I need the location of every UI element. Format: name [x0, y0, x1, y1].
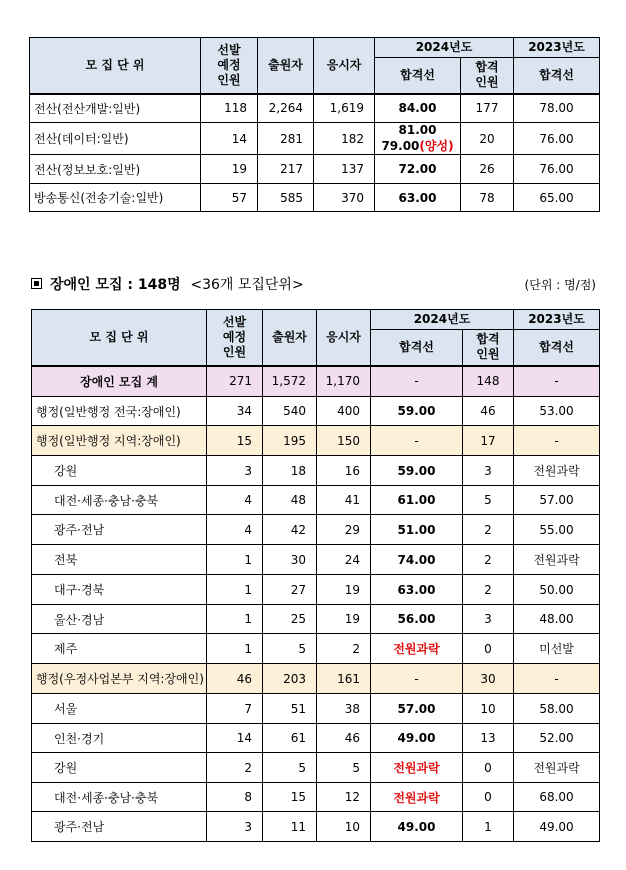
row-prev-cutoff: -: [514, 664, 600, 694]
header-cutoff-prev: 합격선: [514, 330, 600, 366]
row-prev-cutoff: 전원과락: [514, 545, 600, 575]
row-cutoff: 59.00: [371, 397, 463, 426]
row-applicants: 5: [263, 753, 317, 783]
row-applicants: 281: [258, 123, 314, 155]
row-examinees: 161: [317, 664, 371, 694]
row-prev-cutoff: 58.00: [514, 694, 600, 724]
table-row: [30, 184, 600, 212]
header-passers: 합격 인원: [463, 330, 514, 366]
row-planned: 14: [207, 724, 263, 753]
row-unit: 전산(데이터:일반): [30, 123, 201, 155]
row-cutoff: -: [371, 366, 463, 397]
row-unit: 행정(우정사업본부 지역:장애인): [32, 664, 207, 694]
row-applicants: 51: [263, 694, 317, 724]
row-cutoff: 전원과락: [371, 634, 463, 664]
row-passers: 26: [461, 155, 514, 184]
computing-recruitment-table: [29, 37, 600, 212]
row-passers: 2: [463, 545, 514, 575]
row-examinees: 29: [317, 515, 371, 545]
row-unit: 대전·세종·충남·충북: [32, 783, 207, 812]
row-planned: 57: [201, 184, 258, 212]
row-planned: 3: [207, 812, 263, 842]
row-prev-cutoff: -: [514, 426, 600, 456]
row-applicants: 1,572: [263, 366, 317, 397]
row-unit: 행정(일반행정 지역:장애인): [32, 426, 207, 456]
header-unit: 모 집 단 위: [32, 310, 207, 366]
row-applicants: 2,264: [258, 94, 314, 123]
row-passers: 1: [463, 812, 514, 842]
table-row: [32, 753, 600, 783]
row-planned: 1: [207, 634, 263, 664]
table-row: [32, 575, 600, 605]
row-passers: 10: [463, 694, 514, 724]
row-examinees: 370: [314, 184, 375, 212]
row-planned: 1: [207, 605, 263, 634]
row-examinees: 150: [317, 426, 371, 456]
row-examinees: 16: [317, 456, 371, 486]
row-examinees: 10: [317, 812, 371, 842]
row-planned: 271: [207, 366, 263, 397]
row-passers: 3: [463, 456, 514, 486]
row-applicants: 27: [263, 575, 317, 605]
header-passers: 합격 인원: [461, 58, 514, 94]
header-examinees: 응시자: [314, 38, 375, 94]
row-examinees: 1,170: [317, 366, 371, 397]
table-row: [32, 812, 600, 842]
row-examinees: 2: [317, 634, 371, 664]
row-planned: 4: [207, 486, 263, 515]
row-examinees: 19: [317, 605, 371, 634]
row-cutoff: 49.00: [371, 724, 463, 753]
row-prev-cutoff: 전원과락: [514, 753, 600, 783]
row-unit: 제주: [32, 634, 207, 664]
header-planned: 선발 예정 인원: [207, 310, 263, 366]
header-year-2024: 2024년도: [375, 38, 514, 58]
row-applicants: 585: [258, 184, 314, 212]
table-row: [30, 123, 600, 155]
row-examinees: 19: [317, 575, 371, 605]
row-prev-cutoff: 78.00: [514, 94, 600, 123]
header-year-2023: 2023년도: [514, 38, 600, 58]
row-examinees: 41: [317, 486, 371, 515]
row-unit: 광주·전남: [32, 515, 207, 545]
header-examinees: 응시자: [317, 310, 371, 366]
row-applicants: 203: [263, 664, 317, 694]
disabled-recruitment-table: [31, 309, 600, 842]
row-prev-cutoff: 55.00: [514, 515, 600, 545]
header-cutoff: 합격선: [371, 330, 463, 366]
row-planned: 2: [207, 753, 263, 783]
header-applicants: 출원자: [258, 38, 314, 94]
row-passers: 20: [461, 123, 514, 155]
row-applicants: 48: [263, 486, 317, 515]
table-row: [32, 456, 600, 486]
row-prev-cutoff: 48.00: [514, 605, 600, 634]
row-unit: 전산(정보보호:일반): [30, 155, 201, 184]
table-row: [30, 94, 600, 123]
row-applicants: 30: [263, 545, 317, 575]
row-passers: 0: [463, 783, 514, 812]
row-prev-cutoff: 76.00: [514, 155, 600, 184]
row-planned: 7: [207, 694, 263, 724]
row-applicants: 42: [263, 515, 317, 545]
row-unit: 대전·세종·충남·충북: [32, 486, 207, 515]
table-row-subtotal: [32, 426, 600, 456]
header-unit: 모 집 단 위: [30, 38, 201, 94]
row-cutoff: 61.00: [371, 486, 463, 515]
table-row: [32, 397, 600, 426]
row-applicants: 25: [263, 605, 317, 634]
row-planned: 15: [207, 426, 263, 456]
row-examinees: 400: [317, 397, 371, 426]
row-applicants: 18: [263, 456, 317, 486]
row-cutoff: 63.00: [371, 575, 463, 605]
row-passers: 17: [463, 426, 514, 456]
row-planned: 1: [207, 545, 263, 575]
row-cutoff: 57.00: [371, 694, 463, 724]
row-passers: 177: [461, 94, 514, 123]
row-unit: 강원: [32, 753, 207, 783]
row-examinees: 182: [314, 123, 375, 155]
row-prev-cutoff: 57.00: [514, 486, 600, 515]
row-cutoff: 전원과락: [371, 753, 463, 783]
row-applicants: 11: [263, 812, 317, 842]
row-examinees: 46: [317, 724, 371, 753]
row-cutoff: 전원과락: [371, 783, 463, 812]
row-prev-cutoff: 53.00: [514, 397, 600, 426]
row-examinees: 38: [317, 694, 371, 724]
row-passers: 2: [463, 575, 514, 605]
row-cutoff: -: [371, 664, 463, 694]
row-planned: 3: [207, 456, 263, 486]
row-planned: 4: [207, 515, 263, 545]
table-row: [32, 634, 600, 664]
row-planned: 8: [207, 783, 263, 812]
row-unit: 광주·전남: [32, 812, 207, 842]
row-applicants: 61: [263, 724, 317, 753]
row-cutoff: 51.00: [371, 515, 463, 545]
section-title-text: 장애인 모집 : 148명: [50, 277, 181, 293]
row-unit: 인천·경기: [32, 724, 207, 753]
table-row: [32, 515, 600, 545]
row-examinees: 12: [317, 783, 371, 812]
row-examinees: 137: [314, 155, 375, 184]
row-applicants: 5: [263, 634, 317, 664]
row-prev-cutoff: 49.00: [514, 812, 600, 842]
header-cutoff-prev: 합격선: [514, 58, 600, 94]
row-passers: 13: [463, 724, 514, 753]
row-planned: 19: [201, 155, 258, 184]
row-unit: 전산(전산개발:일반): [30, 94, 201, 123]
row-unit: 행정(일반행정 전국:장애인): [32, 397, 207, 426]
row-planned: 118: [201, 94, 258, 123]
row-cutoff: -: [371, 426, 463, 456]
table-row: [32, 724, 600, 753]
row-unit: 울산·경남: [32, 605, 207, 634]
row-prev-cutoff: 76.00: [514, 123, 600, 155]
row-examinees: 24: [317, 545, 371, 575]
row-prev-cutoff: -: [514, 366, 600, 397]
row-cutoff: 84.00: [375, 94, 461, 123]
square-bullet-icon: [31, 278, 42, 289]
row-cutoff: 72.00: [375, 155, 461, 184]
row-applicants: 540: [263, 397, 317, 426]
table-row: [32, 545, 600, 575]
table-row-subtotal: [32, 664, 600, 694]
row-passers: 46: [463, 397, 514, 426]
row-cutoff: 81.00 79.00(양성): [375, 123, 461, 155]
row-applicants: 195: [263, 426, 317, 456]
row-planned: 34: [207, 397, 263, 426]
row-passers: 0: [463, 634, 514, 664]
header-applicants: 출원자: [263, 310, 317, 366]
row-prev-cutoff: 50.00: [514, 575, 600, 605]
table-row-total: [32, 366, 600, 397]
row-cutoff: 49.00: [371, 812, 463, 842]
row-passers: 30: [463, 664, 514, 694]
row-unit: 대구·경북: [32, 575, 207, 605]
row-cutoff: 74.00: [371, 545, 463, 575]
unit-note: (단위 : 명/점): [524, 278, 596, 292]
cutoff-note: (양성): [419, 138, 454, 153]
row-planned: 1: [207, 575, 263, 605]
row-cutoff: 56.00: [371, 605, 463, 634]
table-row: [30, 155, 600, 184]
table-row: [32, 783, 600, 812]
row-prev-cutoff: 65.00: [514, 184, 600, 212]
row-passers: 78: [461, 184, 514, 212]
row-planned: 14: [201, 123, 258, 155]
row-unit: 강원: [32, 456, 207, 486]
header-year-2023: 2023년도: [514, 310, 600, 330]
header-year-2024: 2024년도: [371, 310, 514, 330]
row-unit: 전북: [32, 545, 207, 575]
row-passers: 148: [463, 366, 514, 397]
row-examinees: 1,619: [314, 94, 375, 123]
row-passers: 5: [463, 486, 514, 515]
row-planned: 46: [207, 664, 263, 694]
table-row: [32, 694, 600, 724]
row-examinees: 5: [317, 753, 371, 783]
section-title: [31, 274, 304, 294]
row-prev-cutoff: 68.00: [514, 783, 600, 812]
row-unit: 방송통신(전송기술:일반): [30, 184, 201, 212]
row-applicants: 15: [263, 783, 317, 812]
header-planned: 선발 예정 인원: [201, 38, 258, 94]
table-row: [32, 605, 600, 634]
row-prev-cutoff: 전원과락: [514, 456, 600, 486]
row-cutoff: 63.00: [375, 184, 461, 212]
row-cutoff: 59.00: [371, 456, 463, 486]
row-applicants: 217: [258, 155, 314, 184]
row-prev-cutoff: 52.00: [514, 724, 600, 753]
section-subtitle: <36개 모집단위>: [190, 277, 304, 293]
row-unit: 장애인 모집 계: [32, 366, 207, 397]
row-unit: 서울: [32, 694, 207, 724]
row-prev-cutoff: 미선발: [514, 634, 600, 664]
row-passers: 0: [463, 753, 514, 783]
header-cutoff: 합격선: [375, 58, 461, 94]
row-passers: 3: [463, 605, 514, 634]
row-passers: 2: [463, 515, 514, 545]
table-row: [32, 486, 600, 515]
